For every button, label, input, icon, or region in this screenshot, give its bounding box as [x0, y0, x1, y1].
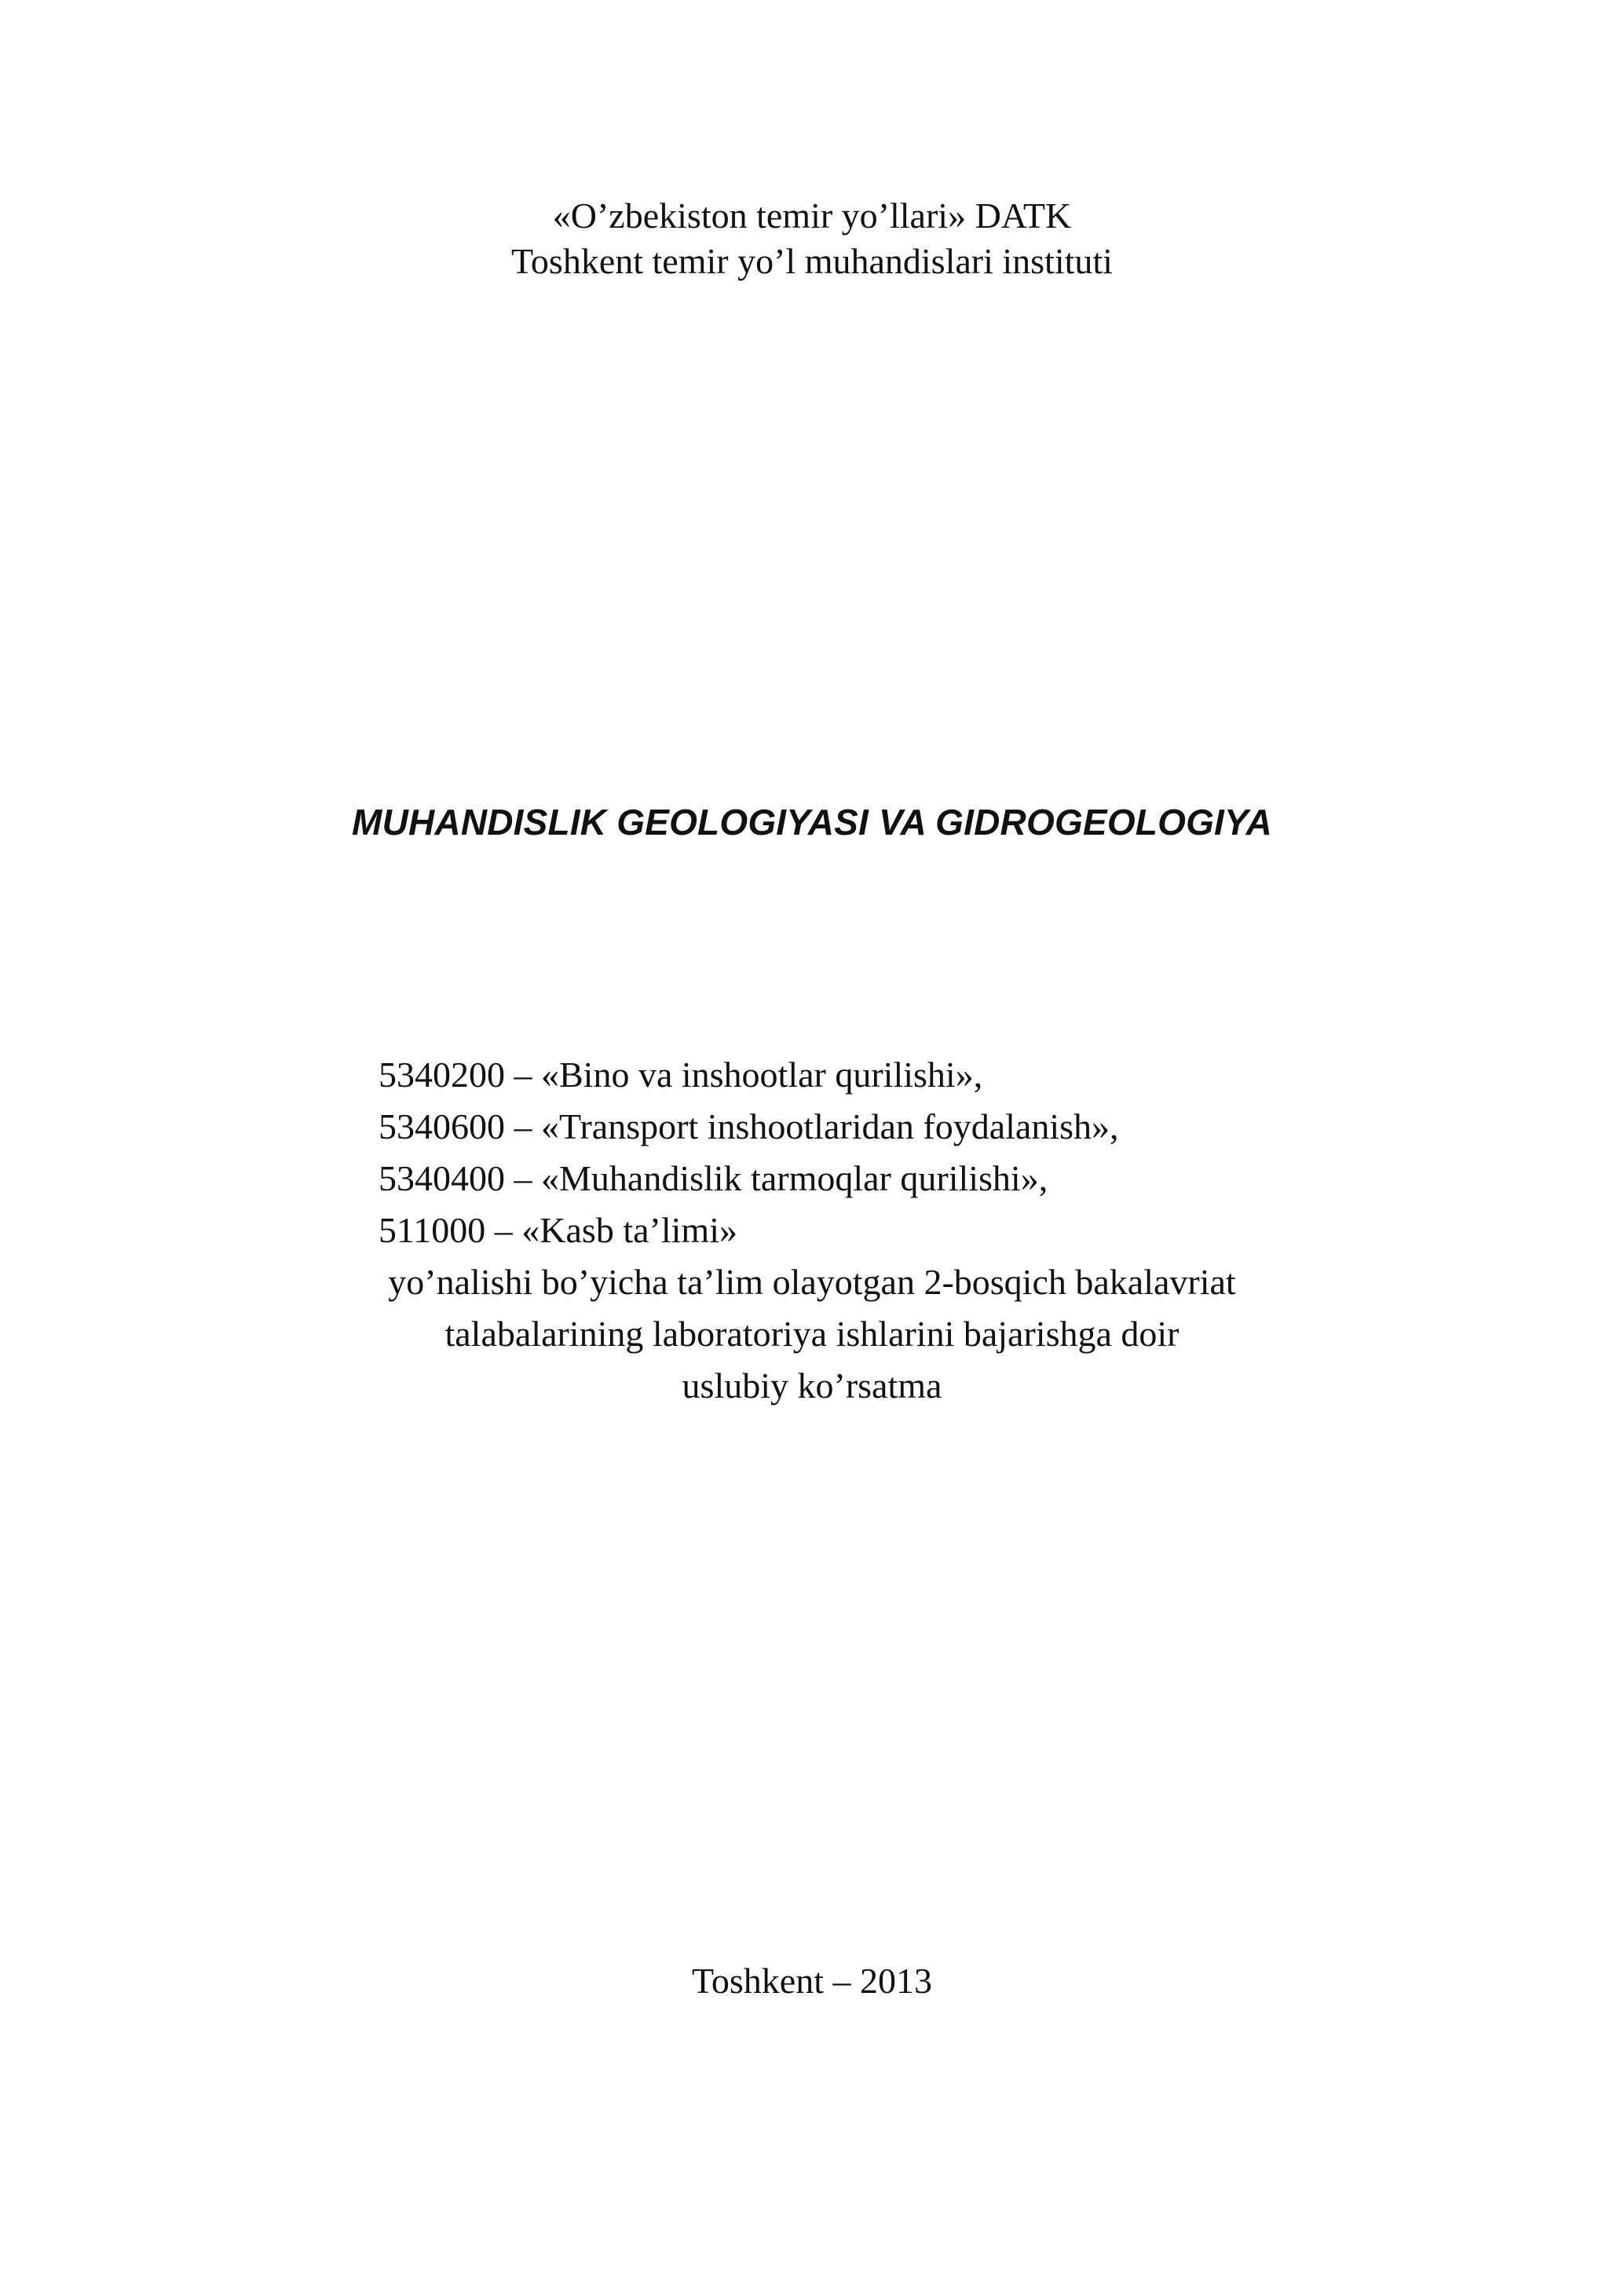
place-and-year: Toshkent – 2013: [692, 1961, 932, 2001]
specialty-item: 5340200 – «Bino va inshootlar qurilishi»,: [379, 1055, 983, 1095]
document-title: MUHANDISLIK GEOLOGIYASI VA GIDROGEOLOGIYA: [352, 802, 1272, 843]
description-line: yo’nalishi bo’yicha ta’lim olayotgan 2-bosqich bakalavriat: [388, 1262, 1236, 1302]
institution-header: [0, 193, 1624, 284]
description-line: talabalarining laboratoriya ishlarini bajarishga doir: [444, 1314, 1180, 1354]
document-description: [0, 1260, 1624, 1415]
organization-name: «O’zbekiston temir yo’llari» DATK: [552, 196, 1072, 236]
specialty-item: 5340600 – «Transport inshootlaridan foydalanish»,: [379, 1106, 1119, 1146]
specialty-list: [379, 1052, 1119, 1260]
specialty-item: 5340400 – «Muhandislik tarmoqlar qurilishi»,: [379, 1158, 1048, 1198]
institute-name: Toshkent temir yo’l muhandislari instituti: [511, 241, 1113, 281]
specialty-item: 511000 – «Kasb ta’limi»: [379, 1210, 737, 1250]
description-line: uslubiy ko’rsatma: [682, 1366, 942, 1406]
